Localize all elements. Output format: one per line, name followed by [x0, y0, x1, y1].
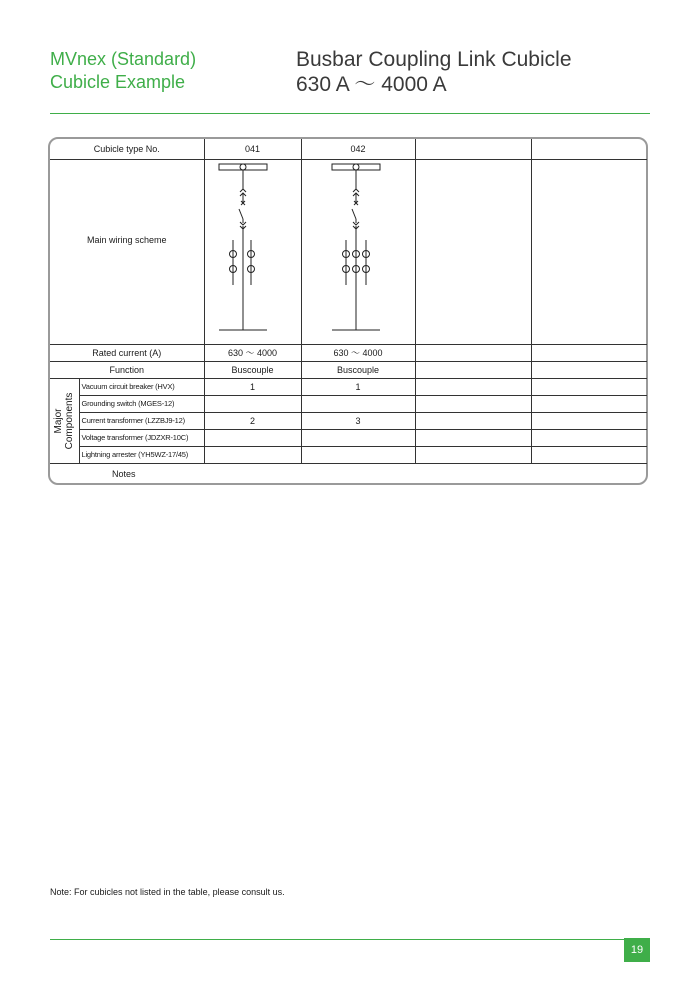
empty-cell: [531, 429, 647, 446]
series-title-line2: Cubicle Example: [50, 72, 186, 92]
empty-cell: [531, 361, 647, 378]
empty-cell: [415, 378, 531, 395]
breaker-blade: [352, 209, 356, 219]
qty-041-la: [204, 446, 301, 463]
qty-042-gs: [301, 395, 415, 412]
empty-cell: [415, 412, 531, 429]
empty-cell: [415, 139, 531, 159]
series-title-line1: MVnex (Standard): [50, 49, 197, 69]
wiring-diagram-042-svg: [302, 160, 416, 344]
qty-042-ct: 3: [301, 412, 415, 429]
series-title: [50, 48, 196, 94]
row-function: [50, 361, 647, 378]
qty-042-la: [301, 446, 415, 463]
component-grounding-switch: Grounding switch (MGES-12): [79, 395, 204, 412]
empty-cell: [415, 361, 531, 378]
footnote: Note: For cubicles not listed in the table, please consult us.: [50, 887, 285, 897]
page-number: 19: [624, 938, 650, 962]
function-041: Buscouple: [204, 361, 301, 378]
isolating-contact-upper: [353, 189, 359, 192]
row-wiring: [50, 159, 647, 344]
qty-041-vt: [204, 429, 301, 446]
row-component: [50, 395, 647, 412]
component-lightning-arrester: Lightning arrester (YH5WZ-17/45): [79, 446, 204, 463]
cubicle-spec-table: [50, 139, 647, 485]
busbar: [332, 164, 380, 170]
page-title-line1: Busbar Coupling Link Cubicle: [296, 48, 572, 71]
isolating-contact-upper: [240, 189, 246, 192]
qty-041-gs: [204, 395, 301, 412]
row-type-no: [50, 139, 647, 159]
wiring-diagram-042: [301, 159, 415, 344]
row-notes: [50, 463, 647, 485]
header-rule: [50, 113, 650, 114]
page-title-line2: 630 A ～ 4000 A: [296, 73, 447, 96]
major-label-line1: Major: [53, 407, 65, 434]
row-component: [50, 378, 647, 395]
row-component: [50, 429, 647, 446]
empty-cell: [415, 344, 531, 361]
row-component: [50, 412, 647, 429]
empty-cell: [531, 412, 647, 429]
empty-cell: [531, 395, 647, 412]
empty-cell: [531, 139, 647, 159]
busbar-connection: [353, 164, 359, 170]
empty-cell: [531, 344, 647, 361]
label-wiring: Main wiring scheme: [50, 159, 204, 344]
rated-current-042: 630 ～ 4000: [301, 344, 415, 361]
qty-042-vt: [301, 429, 415, 446]
breaker-blade: [239, 209, 243, 219]
qty-041-ct: 2: [204, 412, 301, 429]
empty-cell: [415, 159, 531, 344]
component-current-transformer: Current transformer (LZZBJ9-12): [79, 412, 204, 429]
component-vcb: Vacuum circuit breaker (HVX): [79, 378, 204, 395]
row-component: [50, 446, 647, 463]
qty-042-vcb: 1: [301, 378, 415, 395]
label-notes: Notes: [50, 463, 647, 485]
label-function: Function: [50, 361, 204, 378]
page-title: [296, 47, 572, 97]
empty-cell: [531, 446, 647, 463]
footer-rule: [50, 939, 650, 940]
busbar: [219, 164, 267, 170]
wiring-diagram-041: [204, 159, 301, 344]
type-no-041: 041: [204, 139, 301, 159]
empty-cell: [415, 429, 531, 446]
empty-cell: [415, 395, 531, 412]
empty-cell: [415, 446, 531, 463]
busbar-connection: [240, 164, 246, 170]
major-components-label: [50, 378, 79, 463]
label-type-no: Cubicle type No.: [50, 139, 204, 159]
wiring-diagram-041-svg: [205, 160, 302, 344]
type-no-042: 042: [301, 139, 415, 159]
component-voltage-transformer: Voltage transformer (JDZXR-10C): [79, 429, 204, 446]
row-rated-current: [50, 344, 647, 361]
qty-041-vcb: 1: [204, 378, 301, 395]
rated-current-041: 630 ～ 4000: [204, 344, 301, 361]
empty-cell: [531, 159, 647, 344]
label-rated-current: Rated current (A): [50, 344, 204, 361]
function-042: Buscouple: [301, 361, 415, 378]
empty-cell: [531, 378, 647, 395]
major-label-line2: Components: [64, 392, 76, 449]
